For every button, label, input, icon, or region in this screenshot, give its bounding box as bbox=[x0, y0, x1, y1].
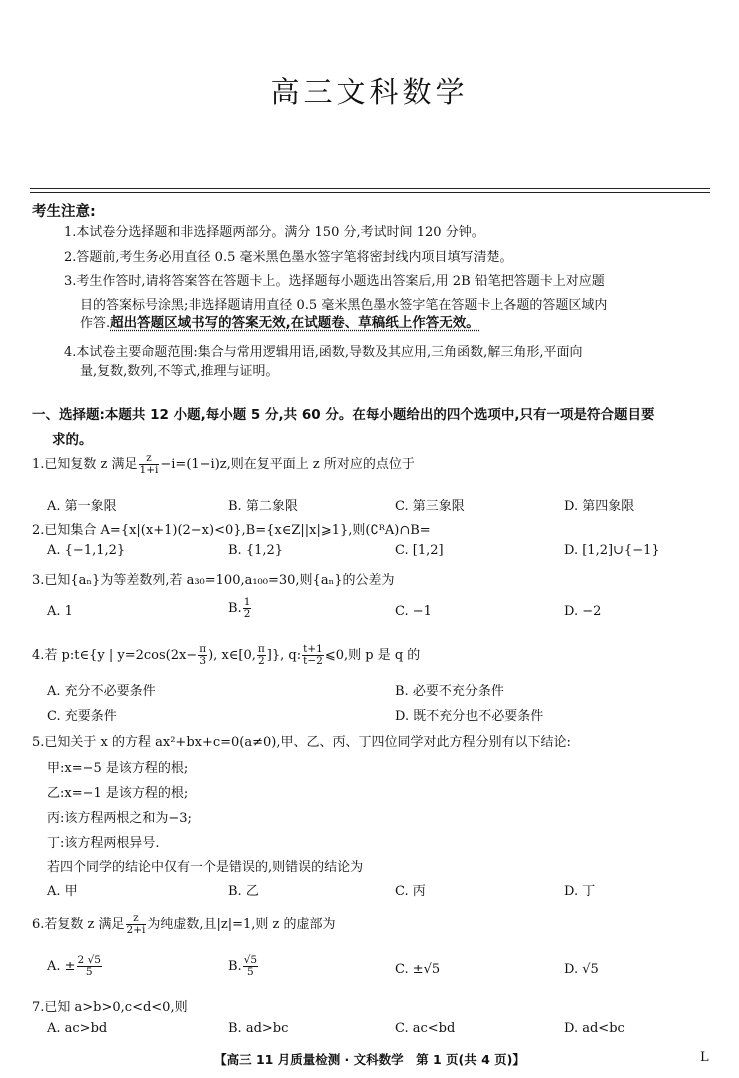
q4-option-b: B. 必要不充分条件 bbox=[395, 684, 504, 699]
q4-option-d: D. 既不充分也不必要条件 bbox=[395, 709, 544, 724]
q4-f1-numerator: π bbox=[199, 643, 207, 655]
q6-option-b-fraction bbox=[243, 955, 258, 978]
divider-bottom bbox=[30, 192, 710, 193]
q6-option-d: D. √5 bbox=[564, 962, 599, 977]
notice-heading: 考生注意: bbox=[32, 204, 96, 220]
q4-fraction-3 bbox=[302, 644, 324, 667]
q1-stem-prefix: 1.已知复数 z 满足 bbox=[32, 457, 138, 472]
q5-option-c: C. 丙 bbox=[395, 884, 426, 899]
notice-item-3-line-3 bbox=[80, 311, 480, 331]
q3-b-numerator: 1 bbox=[243, 596, 251, 608]
q3-option-b-fraction bbox=[243, 597, 252, 620]
notice-item-3-line-1: 3.考生作答时,请将答案答在答题卡上。选择题每小题选出答案后,用 2B 铅笔把答题卡上对应题 bbox=[64, 274, 605, 289]
q1-option-b: B. 第二象限 bbox=[228, 499, 298, 514]
q4-f3-denominator: t−2 bbox=[303, 655, 323, 667]
q3-option-c: C. −1 bbox=[395, 604, 432, 619]
q6-option-a bbox=[47, 955, 103, 978]
q6-option-b-label: B. bbox=[228, 959, 242, 974]
q6-b-denominator: 5 bbox=[247, 966, 254, 978]
page-title: 高三文科数学 bbox=[270, 75, 469, 109]
question-6-stem bbox=[32, 913, 336, 936]
q5-option-a: A. 甲 bbox=[47, 884, 78, 899]
q4-f3-numerator: t+1 bbox=[303, 643, 323, 655]
notice-item-4-line-1: 4.本试卷主要命题范围:集合与常用逻辑用语,函数,导数及其应用,三角函数,解三角形,平面向 bbox=[64, 345, 583, 360]
section-heading-line-2: 求的。 bbox=[52, 432, 93, 448]
page-footer: 【高三 11 月质量检测 · 文科数学 第 1 页(共 4 页)】 bbox=[214, 1052, 525, 1067]
question-3-stem: 3.已知{aₙ}为等差数列,若 a₃₀=100,a₁₀₀=30,则{aₙ}的公差为 bbox=[32, 573, 395, 588]
q4-f1-denominator: 3 bbox=[199, 655, 206, 667]
divider-top bbox=[30, 188, 710, 189]
q7-option-d: D. ad<bc bbox=[564, 1021, 625, 1036]
q4-stem-part-2: ), x∈[0, bbox=[208, 648, 256, 663]
q6-fraction bbox=[126, 913, 147, 936]
q5-option-b: B. 乙 bbox=[228, 884, 259, 899]
q1-option-d: D. 第四象限 bbox=[564, 499, 635, 514]
q4-stem-part-1: 4.若 p:t∈{y | y=2cos(2x− bbox=[32, 648, 198, 663]
q1-stem-suffix: −i=(1−i)z,则在复平面上 z 所对应的点位于 bbox=[160, 457, 415, 472]
q5-statement-3: 丙:该方程两根之和为−3; bbox=[47, 811, 192, 826]
question-2-stem: 2.已知集合 A={x|(x+1)(2−x)<0},B={x∈Z||x|⩾1},则(∁ᴿA)∩B= bbox=[32, 523, 431, 538]
q4-option-a: A. 充分不必要条件 bbox=[47, 684, 156, 699]
q6-stem-suffix: 为纯虚数,且|z|=1,则 z 的虚部为 bbox=[147, 917, 336, 932]
q6-a-denominator: 5 bbox=[85, 966, 93, 978]
q1-fraction bbox=[139, 453, 160, 476]
q2-option-a: A. {−1,1,2} bbox=[47, 543, 126, 558]
q5-statement-5: 若四个同学的结论中仅有一个是错误的,则错误的结论为 bbox=[47, 860, 364, 875]
notice-item-3-emphasis: 超出答题区域书写的答案无效,在试题卷、草稿纸上作答无效。 bbox=[110, 315, 480, 331]
notice-item-2: 2.答题前,考生务必用直径 0.5 毫米黑色墨水签字笔将密封线内项目填写清楚。 bbox=[64, 250, 513, 265]
q6-a-numerator: 2 √5 bbox=[77, 954, 101, 966]
q4-option-c: C. 充要条件 bbox=[47, 709, 117, 724]
q3-option-d: D. −2 bbox=[564, 604, 602, 619]
question-4-stem bbox=[32, 644, 420, 667]
q1-frac-denominator: 1+i bbox=[139, 464, 159, 476]
q2-option-c: C. [1,2] bbox=[395, 543, 444, 558]
q6-option-a-fraction bbox=[77, 955, 102, 978]
q3-b-denominator: 2 bbox=[243, 608, 251, 620]
notice-item-3-prefix: 作答. bbox=[80, 316, 111, 331]
q1-option-a: A. 第一象限 bbox=[47, 499, 117, 514]
q7-option-b: B. ad>bc bbox=[228, 1021, 289, 1036]
q3-option-b bbox=[228, 597, 252, 620]
q6-frac-denominator: 2+i bbox=[126, 924, 146, 936]
q7-option-c: C. ac<bd bbox=[395, 1021, 456, 1036]
q6-b-numerator: √5 bbox=[243, 954, 258, 966]
q2-option-b: B. {1,2} bbox=[228, 543, 284, 558]
q4-stem-part-3: ]}, q: bbox=[266, 648, 302, 663]
q6-option-c: C. ±√5 bbox=[395, 962, 441, 977]
q4-fraction-2 bbox=[257, 644, 266, 667]
q6-option-a-label: A. ± bbox=[47, 959, 76, 974]
q6-frac-numerator: z bbox=[126, 913, 147, 925]
q4-fraction-1 bbox=[198, 644, 207, 667]
notice-item-4-line-2: 量,复数,数列,不等式,推理与证明。 bbox=[80, 364, 279, 379]
q3-option-b-label: B. bbox=[228, 601, 242, 616]
q1-frac-numerator: z bbox=[139, 453, 160, 465]
question-7-stem: 7.已知 a>b>0,c<d<0,则 bbox=[32, 1000, 188, 1015]
corner-mark: L bbox=[700, 1050, 709, 1065]
q6-option-b bbox=[228, 955, 259, 978]
q5-statement-4: 丁:该方程两根异号. bbox=[47, 836, 160, 851]
notice-item-3-line-2: 目的答案标号涂黑;非选择题请用直径 0.5 毫米黑色墨水签字笔在答题卡上各题的答题区域内 bbox=[80, 298, 608, 313]
q5-statement-1: 甲:x=−5 是该方程的根; bbox=[47, 761, 189, 776]
q4-f2-denominator: 2 bbox=[258, 655, 265, 667]
q1-option-c: C. 第三象限 bbox=[395, 499, 465, 514]
q5-option-d: D. 丁 bbox=[564, 884, 596, 899]
notice-item-1: 1.本试卷分选择题和非选择题两部分。满分 150 分,考试时间 120 分钟。 bbox=[64, 225, 485, 240]
section-heading-line-1: 一、选择题:本题共 12 小题,每小题 5 分,共 60 分。在每小题给出的四个选项中,只有一项是符合题目要 bbox=[32, 407, 655, 423]
question-1-stem bbox=[32, 453, 415, 476]
q4-stem-part-4: ⩽0,则 p 是 q 的 bbox=[324, 648, 421, 663]
q2-option-d: D. [1,2]∪{−1} bbox=[564, 543, 660, 558]
q5-statement-2: 乙:x=−1 是该方程的根; bbox=[47, 786, 189, 801]
q7-option-a: A. ac>bd bbox=[47, 1021, 108, 1036]
q3-option-a: A. 1 bbox=[47, 604, 73, 619]
question-5-stem: 5.已知关于 x 的方程 ax²+bx+c=0(a≠0),甲、乙、丙、丁四位同学对此方程分别有以下结论: bbox=[32, 735, 571, 750]
q6-stem-prefix: 6.若复数 z 满足 bbox=[32, 917, 125, 932]
q4-f2-numerator: π bbox=[257, 643, 265, 655]
